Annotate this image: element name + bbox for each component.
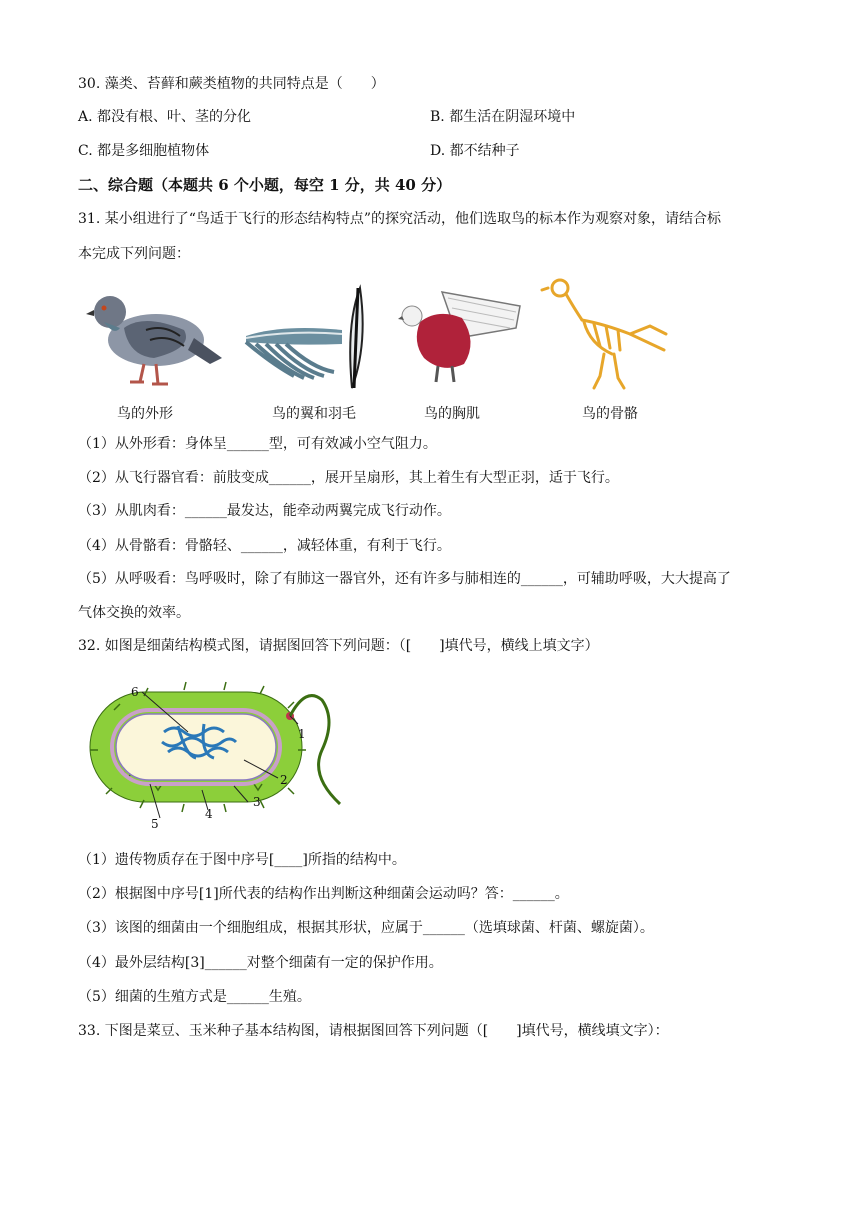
q32-item-2: （2）根据图中序号[1]所代表的结构作出判断这种细菌会运动吗？答：______。 bbox=[78, 886, 569, 902]
bird-outline-figure bbox=[84, 278, 224, 398]
q31-item-1: （1）从外形看：身体呈______型，可有效减小空气阻力。 bbox=[78, 436, 437, 452]
q30-stem: 30. 藻类、苔藓和蕨类植物的共同特点是（ ） bbox=[78, 76, 385, 92]
bacterium-structure-diagram bbox=[84, 680, 354, 830]
q31-item-5: （5）从呼吸看：鸟呼吸时，除了有肺这一器官外，还有许多与肺相连的______，可辅助呼吸，大大提高了 bbox=[78, 571, 731, 587]
bacterium-label-5: 5 bbox=[151, 817, 159, 831]
bacterium-label-2: 2 bbox=[280, 773, 288, 787]
q30-option-c: C. 都是多细胞植物体 bbox=[78, 143, 210, 159]
q30-option-a: A. 都没有根、叶、茎的分化 bbox=[78, 109, 252, 125]
q32-item-1: （1）遗传物质存在于图中序号[____]所指的结构中。 bbox=[78, 852, 406, 868]
caption-bird-wing: 鸟的翼和羽毛 bbox=[272, 406, 356, 422]
caption-bird-skeleton: 鸟的骨骼 bbox=[582, 406, 638, 422]
bacterium-label-1: 1 bbox=[298, 727, 306, 741]
q32-item-4: （4）最外层结构[3]______对整个细菌有一定的保护作用。 bbox=[78, 955, 443, 971]
caption-bird-outline: 鸟的外形 bbox=[117, 406, 173, 422]
q31-item-3: （3）从肌肉看：______最发达，能牵动两翼完成飞行动作。 bbox=[78, 503, 451, 519]
section-heading: 二、综合题（本题共 6 个小题，每空 1 分，共 40 分） bbox=[78, 176, 452, 194]
bacterium-label-3: 3 bbox=[253, 795, 261, 809]
q32-stem: 32. 如图是细菌结构模式图，请据图回答下列问题：（[ ]填代号，横线上填文字） bbox=[78, 638, 599, 654]
bacterium-label-6: 6 bbox=[131, 685, 139, 699]
q31-item-2: （2）从飞行器官看：前肢变成______，展开呈扇形，其上着生有大型正羽，适于飞行。 bbox=[78, 470, 619, 486]
bacterium-label-4: 4 bbox=[205, 807, 213, 821]
q32-item-3: （3）该图的细菌由一个细胞组成，根据其形状，应属于______（选填球菌、杆菌、螺旋菌）。 bbox=[78, 920, 654, 936]
caption-bird-muscle: 鸟的胸肌 bbox=[424, 406, 480, 422]
q31-item-5-continued: 气体交换的效率。 bbox=[78, 605, 190, 621]
q31-item-4: （4）从骨骼看：骨骼轻、______，减轻体重，有利于飞行。 bbox=[78, 538, 451, 554]
bird-skeleton-figure bbox=[540, 274, 670, 394]
q32-item-5: （5）细菌的生殖方式是______生殖。 bbox=[78, 989, 311, 1005]
q31-stem-line1: 31. 某小组进行了“鸟适于飞行的形态结构特点”的探究活动，他们选取鸟的标本作为观察对象，请结合标 bbox=[78, 211, 722, 227]
q30-option-b: B. 都生活在阴湿环境中 bbox=[430, 109, 576, 125]
bird-pectoral-muscle-figure bbox=[398, 282, 528, 392]
bird-wing-feather-figure bbox=[242, 284, 382, 394]
q30-option-d: D. 都不结种子 bbox=[430, 143, 520, 159]
q31-stem-line2: 本完成下列问题： bbox=[78, 246, 190, 262]
q33-stem: 33. 下图是菜豆、玉米种子基本结构图，请根据图回答下列问题（[ ]填代号，横线填文字）： bbox=[78, 1023, 669, 1039]
